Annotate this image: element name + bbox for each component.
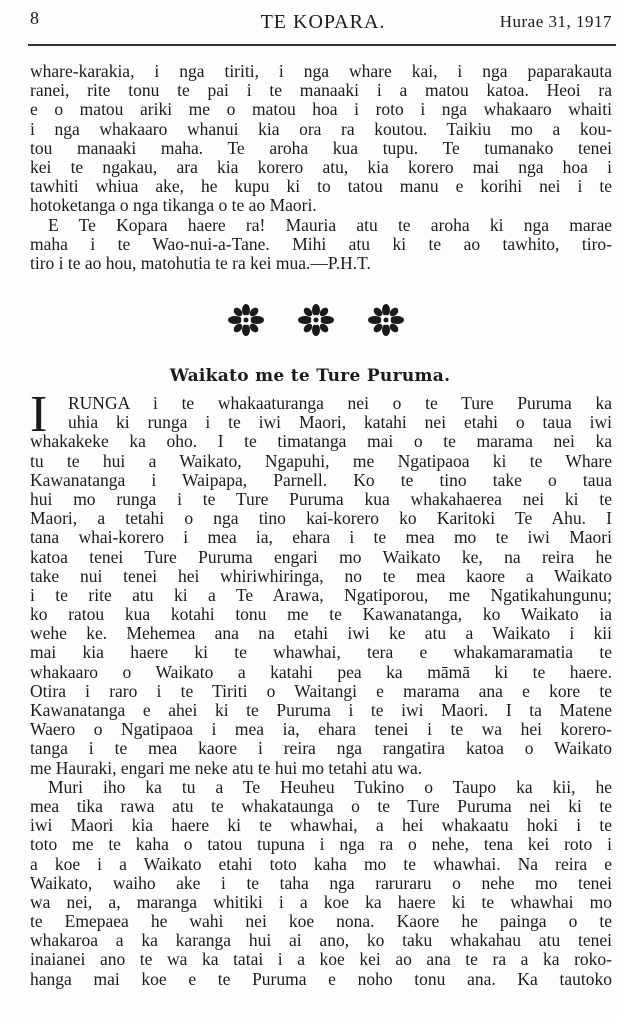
text-line: kei te ngakau, ara kia korero atu, kia korero mai nga hoa i [30, 156, 612, 177]
text-line: hotoketanga o nga tikanga o te ao Maori. [30, 195, 317, 216]
text-line: Maori, a tetahi o nga tino kai-korero ko Karitoki Te Ahu. I [30, 508, 612, 529]
text-line: i nga whakaaro whanui kia ora ra koutou. Taikiu mo a kou- [30, 118, 612, 139]
text-line: E Te Kopara haere ra! Mauria atu te aroha ki nga marae [48, 214, 612, 235]
text-line: i te rite atu ki a Te Arawa, Ngatiporou, me Ngatikahungunu; [30, 584, 612, 605]
page-number: 8 [30, 8, 39, 28]
text-line: tawhiti whiua ake, he kupu ki to tatou manu e korihi nei i te [30, 176, 612, 197]
text-line: Kawanatanga e ahei ki te Puruma i te iwi Maori. I ta Matene [30, 700, 612, 720]
text-line: a koe i a Waikato etahi toto kaha mo te whawhai. Na reira e [30, 853, 612, 874]
text-line: toto me te kaha o tatou tupuna i nga ra o nehe, tena kei roto i [30, 834, 612, 855]
text-line: tanga i te mea kaore i reira nga rangatira katoa o Waikato [30, 738, 612, 759]
text-line: whakakeke ka oho. I te timatanga mai o te marama nei ka [30, 431, 612, 452]
text-line: tu te hui a Waikato, Ngapuhi, me Ngatipaoa ki te Whare [30, 450, 612, 471]
text-line: whare-karakia, i nga tiriti, i nga whare kai, i nga paparakauta [30, 61, 612, 81]
flower-ornament-icon [298, 304, 334, 336]
text-line: maha i te Wao-nui-a-Tane. Mihi atu ki te ao tawhito, tiro- [30, 233, 612, 254]
text-line: Waikato, waiho ake i te taha nga raruraru o nehe mo tenei [30, 872, 612, 893]
text-line: take nui tenei hei whiriwhiringa, no te mea kaore a Waikato [30, 565, 612, 586]
text-line: mea tika rawa atu te whakataunga o te Ture Puruma nei ki te [30, 795, 612, 816]
text-line: whakaaro o Waikato a katahi pea ka māmā ki te haere. [30, 661, 612, 682]
page-header [30, 6, 616, 40]
text-line: te Emepaea he wahi nei koe nona. Kaore he painga o te [30, 911, 612, 932]
text-line: inaianei ano te wa ka tatai i a koe kei ao ana te ra a ka roko- [30, 949, 612, 970]
text-line: hui mo runga i te Ture Puruma kua whakahaerea nei ki te [30, 488, 612, 509]
flower-ornament-row [0, 300, 620, 340]
text-line: Waero o Ngatipaoa i mea ia, ehara tenei i te wa hei korero- [30, 719, 612, 740]
text-line: mai kia haere ki te whawhai, tera e whakamaramatia te [30, 642, 612, 663]
text-line: wa nei, a, maranga whitiki i a koe ka haere ki te whawhai mo [30, 891, 612, 912]
text-line: Muri iho ka tu a Te Heuheu Tukino o Taupo ka kii, he [48, 776, 612, 797]
flower-ornament-icon [228, 304, 264, 336]
article-heading: Waikato me te Ture Puruma. [169, 366, 451, 386]
text-line: ko ratou kua kotahi tonu me te Kawanatanga, ko Waikato ia [30, 604, 612, 625]
text-line: ranei, rite tonu te pai i te manaaki i a matou katoa. Heoi ra [30, 80, 612, 101]
text-line: wehe ke. Mehemea ana na etahi iwi ke atu a Waikato i kii [30, 623, 612, 644]
article-body [30, 386, 612, 989]
text-line: uhia ki runga i te iwi Maori, katahi nei etahi o taua iwi [68, 412, 612, 433]
issue-date: Hurae 31, 1917 [499, 12, 612, 31]
header-rule [28, 44, 616, 46]
text-line: hanga mai koe e te Puruma e noho tonu ana. Ka tautoko [30, 968, 612, 989]
text-line: e o matou ariki me o matou hoa i roto i nga whakaaro whaiti [30, 99, 612, 120]
text-line: whakaroa a ka karanga hui ai ano, ko taku whakahau atu tenei [30, 930, 612, 951]
text-line: Otira i raro i te Tiriti o Waitangi e marama ana e kore te [30, 680, 612, 701]
text-line: katoa tenei Ture Puruma engari mo Waikato ke, na reira he [30, 546, 612, 567]
text-line: me Hauraki, engari me neke atu te hui mo tetahi atu wa. [30, 757, 423, 778]
drop-cap: I [30, 386, 48, 443]
text-line: tou manaaki maha. Te aroha kua tupu. Te tumanako tenei [30, 137, 612, 158]
text-line: iwi Maori kia haere ki te whawhai, a hei whakaatu hoki i te [30, 815, 612, 836]
text-line: RUNGA i te whakaaturanga nei o te Ture Puruma ka [68, 393, 612, 413]
intro-paragraph [30, 62, 612, 273]
text-line: tana whai-korero i mea ia, ehara i te mea mo te iwi Maori [30, 527, 612, 548]
text-line: tiro i te ao hou, matohutia te ra kei mua.—P.H.T. [30, 252, 371, 273]
text-line: Kawanatanga i Waipapa, Parnell. Ko te tino take o taua [30, 469, 612, 490]
flower-ornament-icon [368, 304, 404, 336]
publication-title: TE KOPARA. [260, 11, 386, 33]
